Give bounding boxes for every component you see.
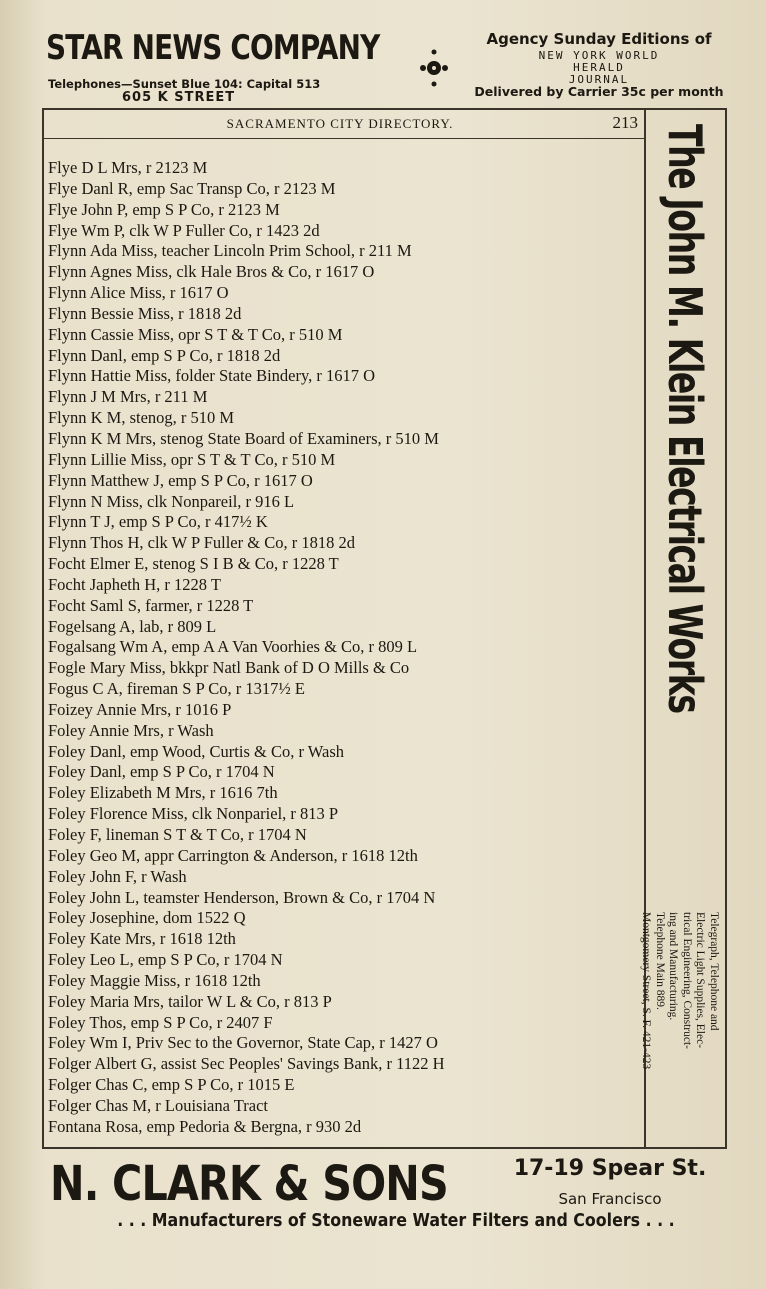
directory-entry: Foley Florence Miss, clk Nonpariel, r 813 P (48, 804, 339, 824)
paper-world: NEW YORK WORLD (538, 49, 660, 62)
directory-entry: Foley Maggie Miss, r 1618 12th (48, 970, 261, 990)
directory-entry: Foley Danl, emp S P Co, r 1704 N (48, 762, 275, 782)
directory-entry: Flynn K M Mrs, stenog State Board of Examiners, r 510 M (48, 428, 439, 448)
directory-entry: Focht Japheth H, r 1228 T (48, 574, 221, 594)
page-number: 213 (612, 113, 638, 132)
klein-detail-line: Electric Light Supplies, Elec- (694, 912, 707, 1049)
directory-entry: Flynn Matthew J, emp S P Co, r 1617 O (48, 470, 313, 490)
directory-entry: Flye Wm P, clk W P Fuller Co, r 1423 2d (48, 220, 320, 240)
klein-detail-line: ing and Manufacturing. (667, 912, 680, 1021)
directory-entry: Focht Saml S, farmer, r 1228 T (48, 595, 254, 615)
directory-entry: Fogus C A, fireman S P Co, r 1317½ E (48, 679, 305, 699)
directory-entry: Flynn Ada Miss, teacher Lincoln Prim School, r 211 M (48, 241, 412, 261)
star-news-address: 605 K STREET (122, 90, 236, 105)
running-head: SACRAMENTO CITY DIRECTORY. (226, 116, 454, 131)
clark-advertisement (44, 1152, 734, 1242)
paper-herald: HERALD (573, 61, 625, 74)
directory-entry: Foley Kate Mrs, r 1618 12th (48, 929, 236, 949)
clark-city: San Francisco (558, 1190, 662, 1208)
directory-entry: Flynn Cassie Miss, opr S T & T Co, r 510 M (48, 324, 343, 344)
directory-entry: Flynn Thos H, clk W P Fuller & Co, r 1818 2d (48, 533, 355, 553)
directory-entry: Foley Leo L, emp S P Co, r 1704 N (48, 950, 283, 970)
directory-entry: Foley Josephine, dom 1522 Q (48, 908, 246, 928)
star-news-title: STAR NEWS COMPANY (46, 28, 380, 68)
directory-entry: Flynn Lillie Miss, opr S T & T Co, r 510 M (48, 449, 336, 469)
directory-entry: Folger Albert G, assist Sec Peoples' Savings Bank, r 1122 H (48, 1054, 445, 1074)
klein-detail-line: Telegraph, Telephone and (708, 912, 720, 1031)
directory-entry: Foley Wm I, Priv Sec to the Governor, State Cap, r 1427 O (48, 1033, 438, 1053)
directory-entry: Foley Danl, emp Wood, Curtis & Co, r Wash (48, 741, 345, 761)
directory-entry: Flynn K M, stenog, r 510 M (48, 408, 235, 428)
directory-entries (48, 158, 642, 1138)
frame-bottom-rule (42, 1147, 727, 1149)
delivery-line: Delivered by Carrier 35c per month (474, 84, 724, 99)
directory-entry: Flye D L Mrs, r 2123 M (48, 158, 208, 177)
klein-advertisement (640, 122, 720, 1142)
directory-entry: Flye John P, emp S P Co, r 2123 M (48, 199, 280, 219)
clark-tagline: . . . Manufacturers of Stoneware Water Filters and Coolers . . . (117, 1210, 675, 1231)
klein-title-text: The John M. Klein Electrical Works (658, 124, 712, 713)
directory-entry: Flynn J M Mrs, r 211 M (48, 387, 208, 407)
agency-line: Agency Sunday Editions of (486, 30, 712, 48)
directory-entry: Foley John L, teamster Henderson, Brown & Co, r 1704 N (48, 887, 436, 907)
clark-street: 17-19 Spear St. (513, 1156, 707, 1181)
ornament-icon (414, 46, 454, 90)
clark-company-name: N. CLARK & SONS (50, 1156, 448, 1212)
directory-entry: Flynn T J, emp S P Co, r 417½ K (48, 512, 268, 532)
klein-title (657, 124, 713, 942)
directory-entry: Foley Geo M, appr Carrington & Anderson, r 1618 12th (48, 845, 418, 865)
frame-top-rule (42, 108, 726, 110)
frame-left-rule (42, 108, 44, 1148)
klein-detail-line: Telephone Main 889. (654, 912, 666, 1010)
directory-entry: Flynn Alice Miss, r 1617 O (48, 283, 229, 303)
directory-entry: Foley Thos, emp S P Co, r 2407 F (48, 1012, 273, 1032)
directory-entry: Fontana Rosa, emp Pedoria & Bergna, r 930 2d (48, 1116, 362, 1136)
directory-entry: Foley Annie Mrs, r Wash (48, 720, 214, 740)
directory-entry: Foley F, lineman S T & T Co, r 1704 N (48, 825, 307, 844)
directory-entry: Foley Elizabeth M Mrs, r 1616 7th (48, 783, 278, 803)
directory-entry: Flynn N Miss, clk Nonpareil, r 916 L (48, 491, 295, 511)
directory-entry: Flye Danl R, emp Sac Transp Co, r 2123 M (48, 178, 336, 198)
directory-entry: Focht Elmer E, stenog S I B & Co, r 1228 T (48, 554, 339, 574)
directory-entry: Foley Maria Mrs, tailor W L & Co, r 813 P (48, 991, 332, 1011)
klein-detail-line: trical Engineering, Construct- (681, 912, 693, 1050)
paper-journal: JOURNAL (568, 73, 630, 86)
directory-entry: Flynn Bessie Miss, r 1818 2d (48, 303, 242, 323)
directory-entry: Folger Chas M, r Louisiana Tract (48, 1095, 268, 1115)
frame-right-rule (725, 108, 727, 1148)
star-news-telephones: Telephones—Sunset Blue 104: Capital 513 (48, 77, 321, 91)
directory-entry: Foizey Annie Mrs, r 1016 P (48, 699, 232, 719)
klein-details (639, 912, 720, 1152)
directory-entry: Flynn Agnes Miss, clk Hale Bros & Co, r 1617 O (48, 262, 375, 282)
directory-entry: Fogle Mary Miss, bkkpr Natl Bank of D O Mills & Co (48, 658, 410, 678)
star-news-advertisement (44, 22, 734, 106)
directory-entry: Flynn Hattie Miss, folder State Bindery, r 1617 O (48, 366, 376, 386)
directory-entry: Foley John F, r Wash (48, 866, 187, 886)
running-head-rule (44, 138, 644, 139)
klein-detail-line: Montgomery Street, S. F. 421-423 (640, 912, 653, 1070)
directory-entry: Fogalsang Wm A, emp A A Van Voorhies & Co, r 809 L (48, 637, 418, 657)
directory-entry: Flynn Danl, emp S P Co, r 1818 2d (48, 345, 281, 365)
directory-entry: Folger Chas C, emp S P Co, r 1015 E (48, 1075, 295, 1095)
directory-entry: Fogelsang A, lab, r 809 L (48, 616, 217, 636)
